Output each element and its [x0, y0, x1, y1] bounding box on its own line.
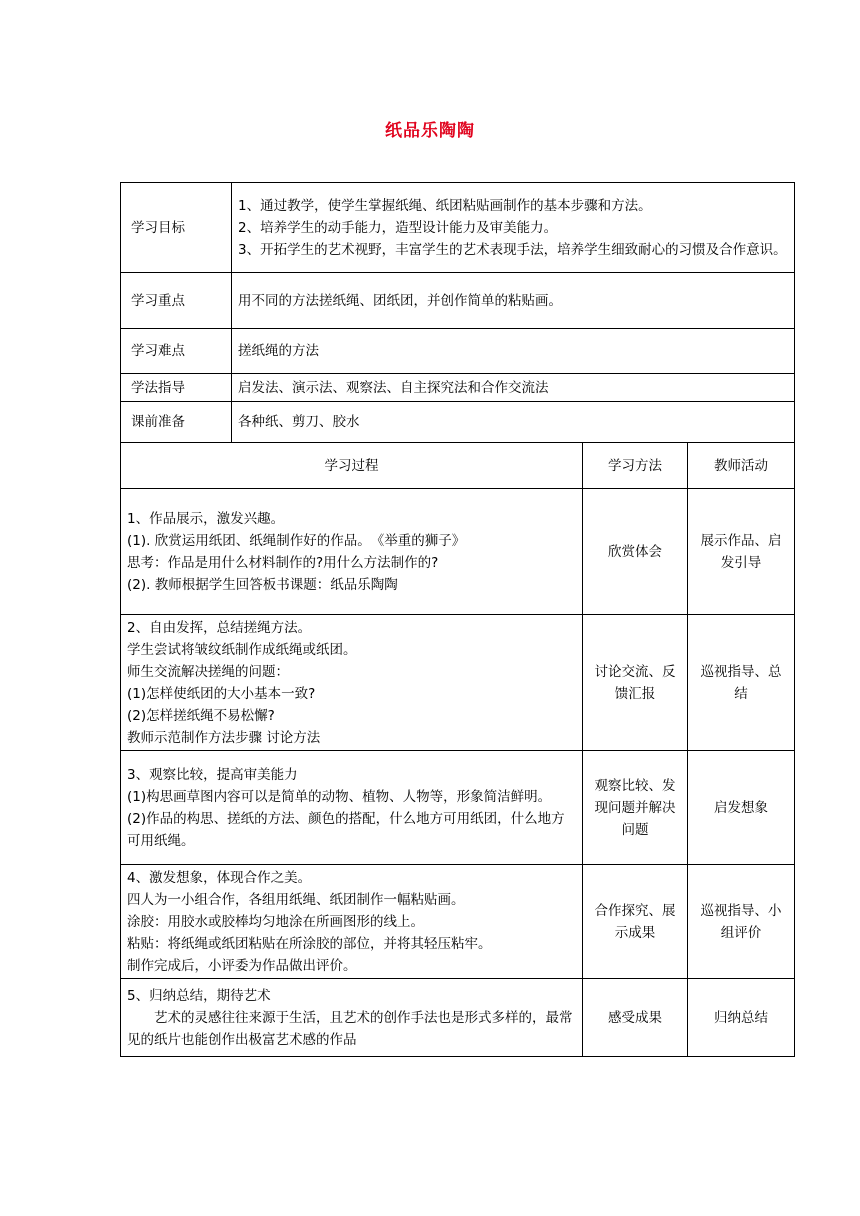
info-line: 1、通过教学，使学生掌握纸绳、纸团粘贴画制作的基本步骤和方法。 [238, 197, 652, 214]
header-method: 学习方法 [583, 443, 688, 489]
process-line: 3、观察比较，提高审美能力 [127, 766, 298, 783]
info-content: 用不同的方法搓纸绳、团纸团，并创作简单的粘贴画。 [232, 273, 795, 329]
info-content: 搓纸绳的方法 [232, 329, 795, 374]
process-line: 5、归纳总结，期待艺术 [127, 987, 271, 1004]
process-teacher: 启发想象 [688, 751, 795, 865]
process-line: 2、自由发挥，总结搓绳方法。 [127, 619, 312, 636]
process-row [121, 865, 795, 979]
info-content [232, 183, 795, 273]
process-row [121, 751, 795, 865]
process-teacher: 巡视指导、总结 [688, 615, 795, 751]
process-line: (2)怎样搓纸绳不易松懈? [127, 707, 275, 724]
info-row-objectives [121, 183, 795, 273]
process-line: 粘贴：将纸绳或纸团粘贴在所涂胶的部位，并将其轻压粘牢。 [127, 935, 492, 952]
process-content [121, 615, 583, 751]
process-teacher: 展示作品、启发引导 [688, 489, 795, 615]
process-line: 思考：作品是用什么材料制作的?用什么方法制作的? [127, 554, 439, 571]
info-label: 课前准备 [121, 402, 232, 443]
info-row-preparation [121, 402, 795, 443]
process-content [121, 751, 583, 865]
info-row-key-points [121, 273, 795, 329]
process-method: 合作探究、展示成果 [583, 865, 688, 979]
process-line: 艺术的灵感往往来源于生活，且艺术的创作手法也是形式多样的，最常见的纸片也能创作出极富艺术感的作品 [127, 1009, 573, 1048]
info-line: 2、培养学生的动手能力，造型设计能力及审美能力。 [238, 219, 558, 236]
process-line: 1、作品展示，激发兴趣。 [127, 510, 285, 527]
process-row [121, 615, 795, 751]
process-row [121, 979, 795, 1057]
info-content: 各种纸、剪刀、胶水 [232, 402, 795, 443]
process-content [121, 979, 583, 1057]
process-line: 四人为一小组合作，各组用纸绳、纸团制作一幅粘贴画。 [127, 891, 465, 908]
process-teacher: 归纳总结 [688, 979, 795, 1057]
info-label: 学习目标 [121, 183, 232, 273]
lesson-plan-table [120, 182, 795, 1057]
process-header-row [121, 443, 795, 489]
info-row-difficulty [121, 329, 795, 374]
process-line: 师生交流解决搓绳的问题： [127, 663, 289, 680]
process-line: 涂胶：用胶水或胶棒均匀地涂在所画图形的线上。 [127, 913, 424, 930]
header-teacher: 教师活动 [688, 443, 795, 489]
info-label: 学法指导 [121, 374, 232, 402]
process-row [121, 489, 795, 615]
process-line: (1). 欣赏运用纸团、纸绳制作好的作品。 《举重的狮子》 [127, 532, 466, 549]
process-method: 欣赏体会 [583, 489, 688, 615]
process-line: 教师示范制作方法步骤 讨论方法 [127, 729, 321, 746]
header-process: 学习过程 [121, 443, 583, 489]
info-label: 学习难点 [121, 329, 232, 374]
process-line: 学生尝试将皱纹纸制作成纸绳或纸团。 [127, 641, 357, 658]
process-method: 感受成果 [583, 979, 688, 1057]
process-line: (1)怎样使纸团的大小基本一致? [127, 685, 316, 702]
info-line: 3、开拓学生的艺术视野，丰富学生的艺术表现手法，培养学生细致耐心的习惯及合作意识。 [238, 241, 787, 258]
process-teacher: 巡视指导、小组评价 [688, 865, 795, 979]
process-line: (2)作品的构思、搓纸的方法、颜色的搭配，什么地方可用纸团，什么地方可用纸绳。 [127, 810, 565, 849]
process-content [121, 865, 583, 979]
process-line: (1)构思画草图内容可以是简单的动物、植物、人物等，形象简洁鲜明。 [127, 788, 552, 805]
process-method: 观察比较、发现问题并解决问题 [583, 751, 688, 865]
process-line: 4、激发想象，体现合作之美。 [127, 869, 312, 886]
info-label: 学习重点 [121, 273, 232, 329]
process-method: 讨论交流、反馈汇报 [583, 615, 688, 751]
process-line: 制作完成后，小评委为作品做出评价。 [127, 957, 357, 974]
process-content [121, 489, 583, 615]
info-row-method-guide [121, 374, 795, 402]
info-content: 启发法、演示法、观察法、自主探究法和合作交流法 [232, 374, 795, 402]
process-line: (2). 教师根据学生回答板书课题：纸品乐陶陶 [127, 576, 398, 593]
document-title: 纸品乐陶陶 [385, 121, 475, 141]
